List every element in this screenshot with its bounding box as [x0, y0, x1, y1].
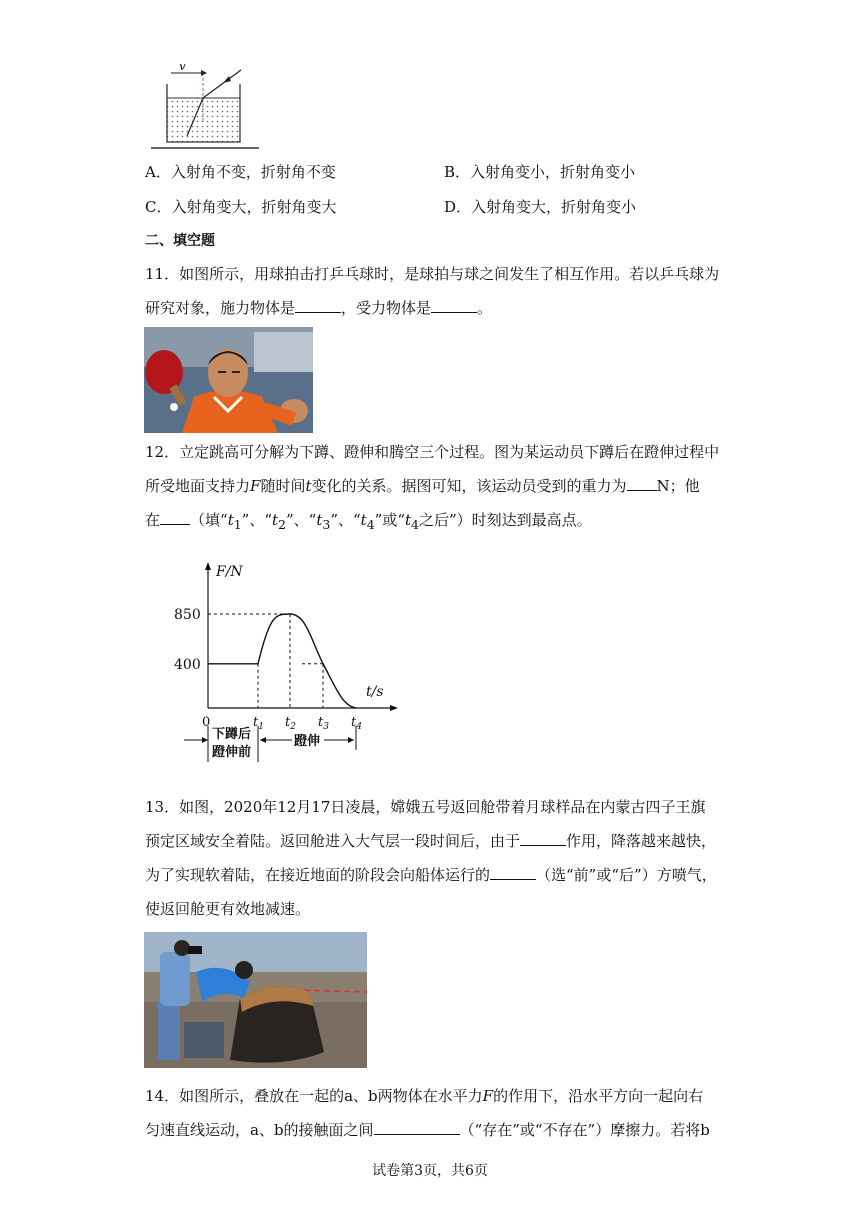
q12-line3: 在 （填“$t_1$”、“$t_2$”、“$t_3$”、“$t_4$”或“$t_4$之后”）时刻达到最高点。 [145, 511, 592, 532]
x-tick-t2: $t_2$ [285, 715, 296, 732]
region-before-line2: 蹬伸前 [212, 745, 252, 760]
page-footer: 试卷第3页，共6页 [372, 1163, 488, 1179]
q14-line1: 14．如图所示，叠放在一起的a、b两物体在水平力F的作用下，沿水平方向一起向右 [145, 1087, 704, 1105]
q13-line1: 13．如图，2020年12月17日凌晨，嫦娥五号返回舱带着月球样品在内蒙古四子王旗 [145, 798, 706, 816]
answer-blank[interactable] [627, 476, 657, 491]
force-time-chart [170, 560, 410, 770]
refraction-figure [145, 64, 265, 156]
answer-blank[interactable] [490, 865, 536, 880]
q11-line2: 研究对象，施力物体是 ，受力物体是 。 [145, 299, 493, 317]
region-during: 蹬伸 [294, 734, 321, 749]
y-tick-400: 400 [174, 656, 201, 673]
q13-line3: 为了实现软着陆，在接近地面的阶段会向船体运行的 （选“前”或“后”）方喷气， [145, 866, 717, 884]
velocity-label: v [179, 64, 186, 73]
x-tick-t4: $t_4$ [351, 715, 362, 732]
option-d: D．入射角变大，折射角变小 [444, 198, 637, 216]
region-before-line1: 下蹲后 [212, 727, 252, 742]
section-title: 二、填空题 [145, 233, 215, 249]
q12-line2: 所受地面支持力F随时间t变化的关系。据图可知，该运动员受到的重力为 N；他 [145, 477, 700, 495]
option-c: C．入射角变大，折射角变大 [145, 198, 337, 216]
answer-blank[interactable] [431, 298, 477, 313]
table-tennis-photo [144, 327, 313, 433]
answer-blank[interactable] [295, 298, 341, 313]
q13-line2: 预定区域安全着陆。返回舱进入大气层一段时间后，由于 作用，降落越来越快， [145, 832, 717, 850]
x-axis-label: t/s [366, 684, 384, 700]
x-tick-t1: $t_1$ [253, 715, 264, 732]
option-a: A．入射角不变，折射角不变 [145, 163, 336, 181]
y-axis-label: F/N [216, 564, 243, 580]
q12-line1: 12．立定跳高可分解为下蹲、蹬伸和腾空三个过程。图为某运动员下蹲后在蹬伸过程中 [145, 443, 720, 461]
return-capsule-photo [144, 932, 367, 1068]
q11-line1: 11．如图所示，用球拍击打乒乓球时，是球拍与球之间发生了相互作用。若以乒乓球为 [145, 265, 720, 283]
x-tick-t3: $t_3$ [318, 715, 329, 732]
option-b: B．入射角变小，折射角变小 [444, 163, 636, 181]
answer-blank[interactable] [374, 1120, 460, 1135]
series-line [208, 614, 356, 708]
x-tick-0: 0 [202, 715, 211, 730]
q14-line2: 匀速直线运动，a、b的接触面之间 （“存在”或“不存在”）摩擦力。若将b [145, 1121, 710, 1139]
answer-blank[interactable] [160, 510, 190, 525]
q13-line4: 使返回舱更有效地减速。 [145, 900, 311, 918]
y-tick-850: 850 [174, 607, 201, 623]
answer-blank[interactable] [520, 831, 566, 846]
